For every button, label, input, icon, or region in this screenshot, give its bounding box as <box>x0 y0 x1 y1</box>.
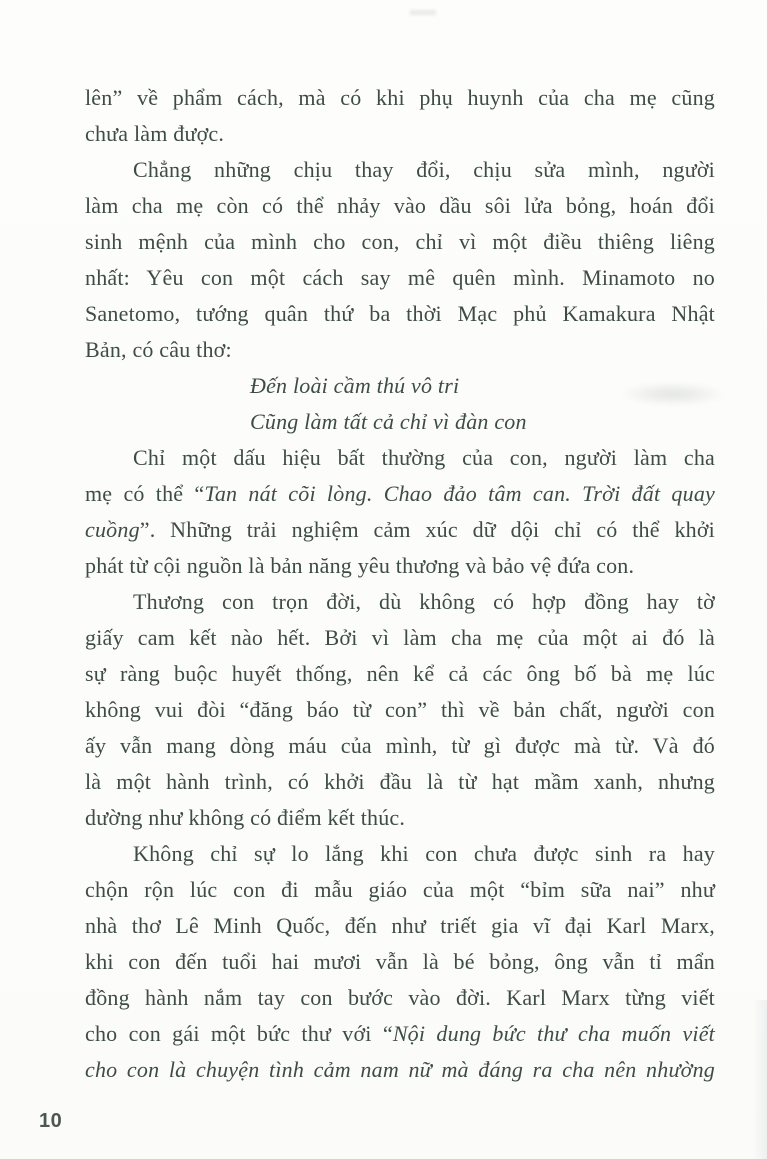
text-segment: Sanetomo, tướng quân thứ ba thời Mạc phủ Kamakura Nhật <box>85 301 715 326</box>
text-line <box>85 512 715 548</box>
text-segment: đồng hành nắm tay con bước vào đời. Karl Marx từng viết <box>85 985 715 1010</box>
text-segment: Cũng làm tất cả chỉ vì đàn con <box>250 409 527 434</box>
text-line <box>85 188 715 224</box>
page-text <box>85 80 715 1088</box>
text-line <box>85 548 715 584</box>
text-line <box>85 368 715 404</box>
text-line <box>85 152 715 188</box>
text-line <box>85 944 715 980</box>
text-line <box>85 476 715 512</box>
text-line <box>85 440 715 476</box>
text-line <box>85 980 715 1016</box>
text-line <box>85 1052 715 1088</box>
text-segment: Bản, có câu thơ: <box>85 337 232 362</box>
text-segment: lên” về phẩm cách, mà có khi phụ huynh của cha mẹ cũng <box>85 85 715 110</box>
text-segment: Đến loài cầm thú vô tri <box>250 373 460 398</box>
text-line <box>85 116 715 152</box>
text-segment: làm cha mẹ còn có thể nhảy vào dầu sôi lửa bỏng, hoán đổi <box>85 193 715 218</box>
scan-artifact <box>753 1000 767 1159</box>
text-line <box>85 584 715 620</box>
text-line <box>85 1016 715 1052</box>
text-segment: khi con đến tuổi hai mươi vẫn là bé bỏng, ông vẫn tỉ mẩn <box>85 949 715 974</box>
text-line <box>85 80 715 116</box>
text-segment: Thương con trọn đời, dù không có hợp đồng hay tờ <box>133 589 715 614</box>
scan-artifact <box>410 10 436 15</box>
text-line <box>85 836 715 872</box>
text-segment: ấy vẫn mang dòng máu của mình, từ gì được mà từ. Và đó <box>85 733 715 758</box>
text-segment: cho con là chuyện tình cảm nam nữ mà đáng ra cha nên nhường <box>85 1057 715 1082</box>
text-segment: cho con gái một bức thư với “ <box>85 1021 393 1046</box>
text-line <box>85 656 715 692</box>
text-line <box>85 224 715 260</box>
text-segment: sinh mệnh của mình cho con, chỉ vì một điều thiêng liêng <box>85 229 715 254</box>
text-segment: giấy cam kết nào hết. Bởi vì làm cha mẹ của một ai đó là <box>85 625 715 650</box>
text-segment: là một hành trình, có khởi đầu là từ hạt mầm xanh, nhưng <box>85 769 715 794</box>
text-line <box>85 728 715 764</box>
text-line <box>85 872 715 908</box>
text-line <box>85 692 715 728</box>
text-line <box>85 620 715 656</box>
text-segment: dường như không có điểm kết thúc. <box>85 805 406 830</box>
text-line <box>85 404 715 440</box>
text-segment: Chỉ một dấu hiệu bất thường của con, người làm cha <box>133 445 715 470</box>
text-segment: nhất: Yêu con một cách say mê quên mình. Minamoto no <box>85 265 715 290</box>
text-segment: Nội dung bức thư cha muốn viết <box>392 1021 715 1046</box>
text-line <box>85 260 715 296</box>
text-line <box>85 296 715 332</box>
text-segment: chưa làm được. <box>85 121 225 146</box>
text-segment: sự ràng buộc huyết thống, nên kể cả các ông bố bà mẹ lúc <box>85 661 715 686</box>
text-segment: không vui đòi “đăng báo từ con” thì về bản chất, người con <box>85 697 715 722</box>
text-segment: chộn rộn lúc con đi mẫu giáo của một “bỉm sữa nai” như <box>85 877 715 902</box>
text-line <box>85 800 715 836</box>
page-number: 10 <box>39 1110 63 1132</box>
text-line <box>85 764 715 800</box>
text-segment: nhà thơ Lê Minh Quốc, đến như triết gia vĩ đại Karl Marx, <box>85 913 715 938</box>
text-segment: Tan nát cõi lòng. Chao đảo tâm can. Trời đất quay <box>204 481 715 506</box>
text-segment: Không chỉ sự lo lắng khi con chưa được sinh ra hay <box>133 841 715 866</box>
text-segment: mẹ có thể “ <box>85 481 205 506</box>
text-segment: phát từ cội nguồn là bản năng yêu thương và bảo vệ đứa con. <box>85 553 635 578</box>
text-line <box>85 908 715 944</box>
text-segment: ”. Những trải nghiệm cảm xúc dữ dội chỉ có thể khởi <box>139 517 715 542</box>
text-segment: Chẳng những chịu thay đổi, chịu sửa mình, người <box>133 157 715 182</box>
text-line <box>85 332 715 368</box>
text-segment: cuồng <box>85 517 140 542</box>
